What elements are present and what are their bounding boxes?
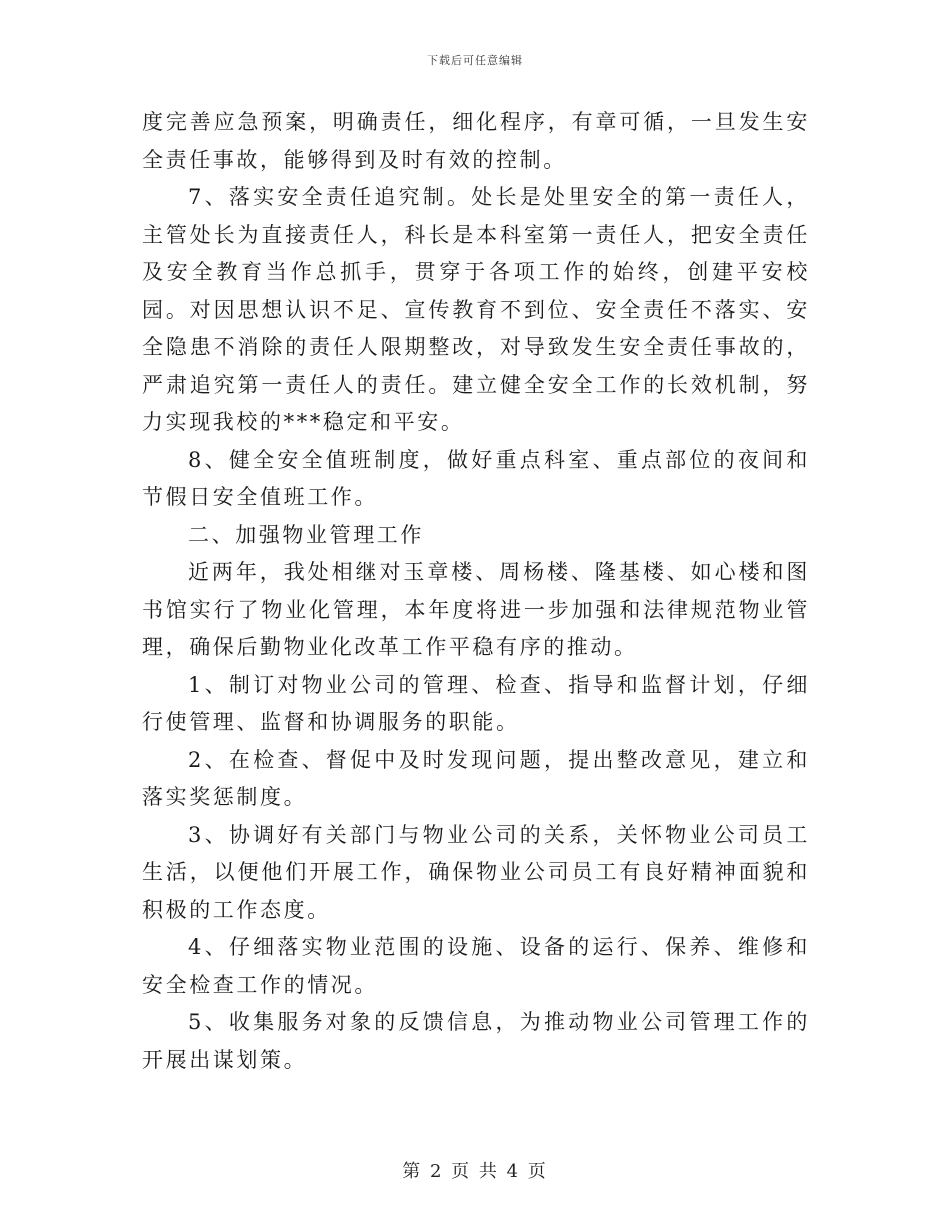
section-heading-property-management: 二、加强物业管理工作 bbox=[188, 522, 424, 547]
paragraph-item-8: 8、健全安全值班制度，做好重点科室、重点部位的夜间和节假日安全值班工作。 bbox=[142, 447, 810, 509]
paragraph-intro-property: 近两年，我处相继对玉章楼、周杨楼、隆基楼、如心楼和图书馆实行了物业化管理，本年度将进一步加强和法律规范物业管理，确保后勤物业化改革工作平稳有序的推动。 bbox=[142, 560, 810, 659]
document-body bbox=[142, 104, 810, 1079]
paragraph-item-7: 7、落实安全责任追究制。处长是处里安全的第一责任人，主管处长为直接责任人，科长是本科室第一责任人，把安全责任及安全教育当作总抓手，贯穿于各项工作的始终，创建平安校园。对因思想认识不足、宣传教育不到位、安全责任不落实、安全隐患不消除的责任人限期整改，对导致发生安全责任事故的，严肃追究第一责任人的责任。建立健全安全工作的长效机制，努力实现我校的***稳定和平安。 bbox=[142, 185, 810, 434]
paragraph-item-3: 3、协调好有关部门与物业公司的关系，关怀物业公司员工生活，以便他们开展工作，确保物业公司员工有良好精神面貌和积极的工作态度。 bbox=[142, 822, 810, 922]
header-note: 下载后可任意编辑 bbox=[427, 54, 523, 67]
page-number: 第 2 页 共 4 页 bbox=[402, 1161, 548, 1182]
paragraph-item-4: 4、仔细落实物业范围的设施、设备的运行、保养、维修和安全检查工作的情况。 bbox=[142, 935, 810, 997]
paragraph-item-2: 2、在检查、督促中及时发现问题，提出整改意见，建立和落实奖惩制度。 bbox=[142, 747, 810, 809]
paragraph-continuation: 度完善应急预案，明确责任，细化程序，有章可循，一旦发生安全责任事故，能够得到及时有效的控制。 bbox=[142, 110, 810, 172]
paragraph-item-5: 5、收集服务对象的反馈信息，为推动物业公司管理工作的开展出谋划策。 bbox=[142, 1010, 810, 1072]
paragraph-item-1: 1、制订对物业公司的管理、检查、指导和监督计划，仔细行使管理、监督和协调服务的职能。 bbox=[142, 672, 810, 734]
